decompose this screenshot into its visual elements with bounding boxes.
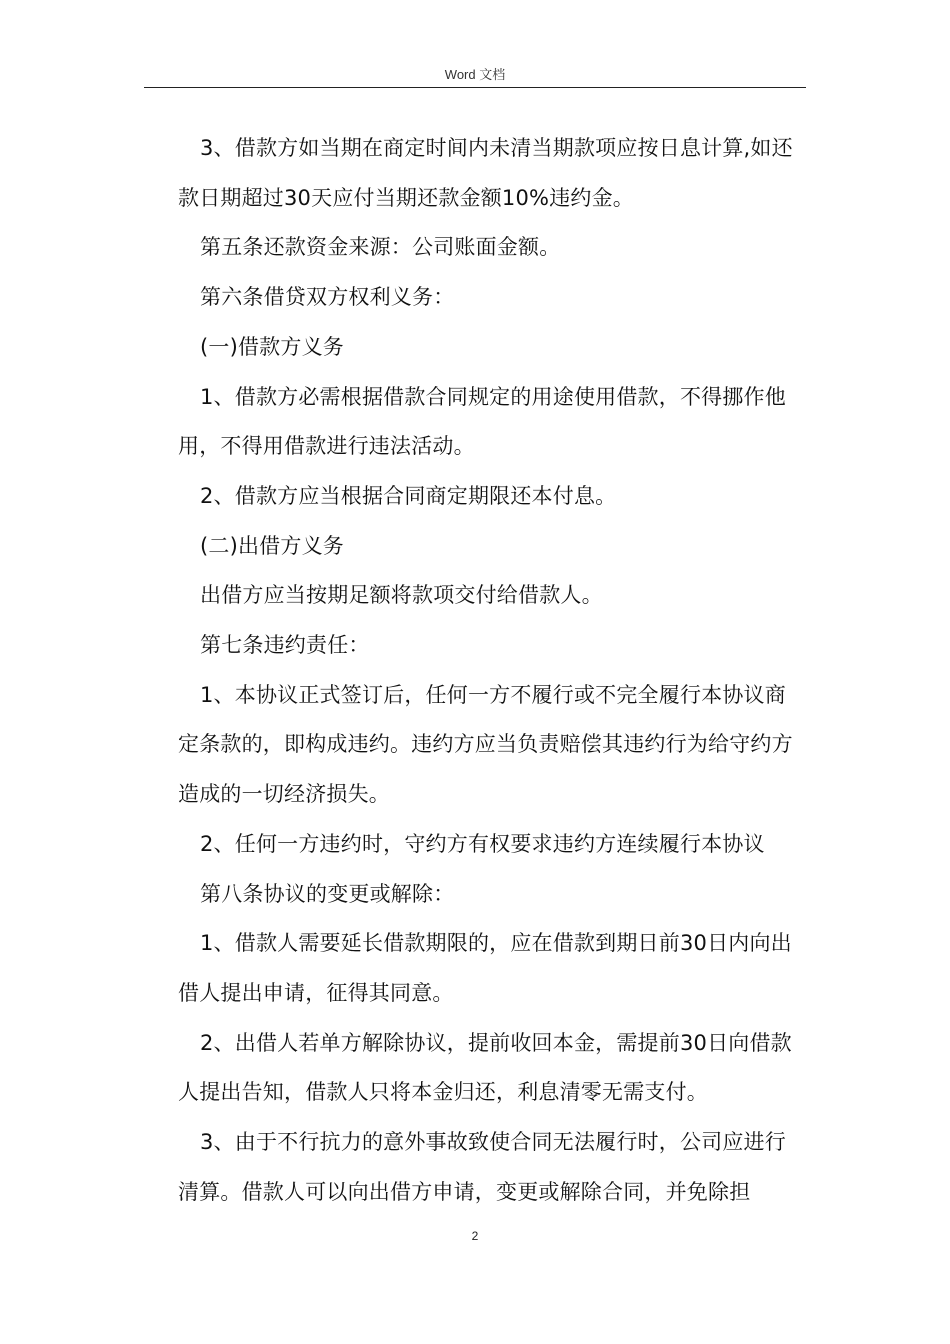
- paragraph-article-6: 第六条借贷双方权利义务：: [200, 285, 455, 310]
- paragraph-borrower-obligations-heading: (一)借款方义务: [200, 334, 344, 359]
- paragraph-borrower-obligation-2: 2、借款方应当根据合同商定期限还本付息。: [200, 483, 617, 508]
- paragraph-article-8: 第八条协议的变更或解除：: [200, 881, 455, 906]
- paragraph-change-3: 3、由于不行抗力的意外事故致使合同无法履行时，公司应进行清算。借款人可以向出借方申请，变更或解除合同，并免除担: [178, 1130, 786, 1204]
- paragraph-borrower-obligation-1: 1、借款方必需根据借款合同规定的用途使用借款，不得挪作他用，不得用借款进行违法活动。: [178, 384, 786, 459]
- paragraph-change-2: 2、出借人若单方解除协议，提前收回本金，需提前30日向借款人提出告知，借款人只将本金归还，利息清零无需支付。: [178, 1030, 792, 1105]
- paragraph-article-7: 第七条违约责任：: [200, 633, 370, 658]
- paragraph-breach-1: 1、本协议正式签订后，任何一方不履行或不完全履行本协议商定条款的，即构成违约。违约方应当负责赔偿其违约行为给守约方造成的一切经济损失。: [178, 682, 793, 807]
- document-body: [178, 124, 804, 1217]
- paragraph-article-5: 第五条还款资金来源：公司账面金额。: [200, 235, 561, 260]
- paragraph-lender-obligations-heading: (二)出借方义务: [200, 533, 344, 558]
- header-divider: [144, 87, 806, 88]
- paragraph-late-payment: 3、借款方如当期在商定时间内未清当期款项应按日息计算,如还款日期超过30天应付当期还款金额10%违约金。: [178, 136, 793, 210]
- paragraph-change-1: 1、借款人需要延长借款期限的，应在借款到期日前30日内向出借人提出申请，征得其同意。: [178, 931, 792, 1005]
- paragraph-breach-2: 2、任何一方违约时，守约方有权要求违约方连续履行本协议: [200, 831, 765, 856]
- paragraph-lender-obligation: 出借方应当按期足额将款项交付给借款人。: [200, 583, 603, 608]
- page-number: 2: [471, 1229, 479, 1243]
- page-header-title: Word 文档: [444, 67, 506, 82]
